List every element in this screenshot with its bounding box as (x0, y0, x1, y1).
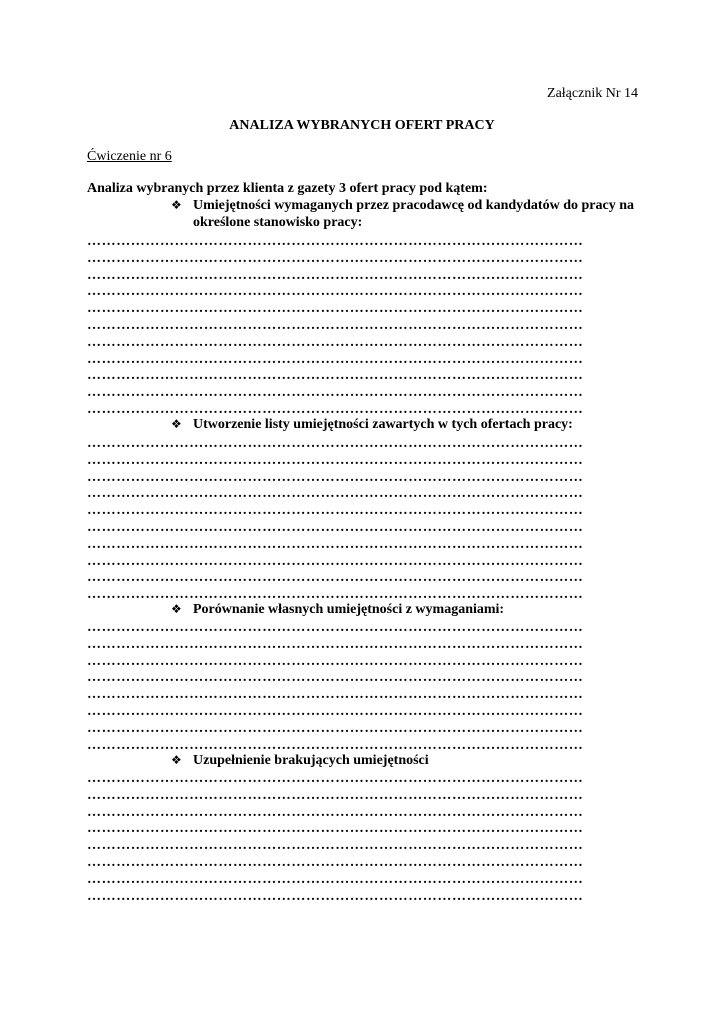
section-4-heading (171, 752, 653, 769)
answer-dot-line: ………………………………………………………………………………………… (87, 670, 584, 686)
answer-dot-line: ………………………………………………………………………………………… (87, 871, 584, 887)
answer-dot-line: ………………………………………………………………………………………… (87, 737, 584, 753)
answer-dot-line: ………………………………………………………………………………………… (87, 687, 584, 703)
answer-dot-line: ………………………………………………………………………………………… (87, 704, 584, 719)
answer-dot-line: ………………………………………………………………………………………… (87, 787, 584, 803)
answer-dot-line: ………………………………………………………………………………………… (87, 821, 584, 837)
answer-dot-line: ………………………………………………………………………………………… (87, 587, 584, 603)
answer-dot-line: ………………………………………………………………………………………… (87, 267, 584, 283)
answer-dot-line: ………………………………………………………………………………………… (87, 284, 584, 300)
bullet-diamond-icon: ❖ (171, 198, 182, 212)
answer-dot-line: ………………………………………………………………………………………… (87, 503, 584, 519)
answer-dot-line: ………………………………………………………………………………………… (87, 804, 584, 820)
exercise-label: Ćwiczenie nr 6 (87, 149, 172, 164)
answer-dot-line: ………………………………………………………………………………………… (87, 436, 584, 451)
section-2-heading (171, 416, 653, 433)
answer-dot-line: ………………………………………………………………………………………… (87, 368, 584, 384)
answer-dot-line: ………………………………………………………………………………………… (87, 234, 584, 249)
answer-dot-line: ………………………………………………………………………………………… (87, 318, 584, 333)
answer-dot-line: ………………………………………………………………………………………… (87, 385, 584, 401)
answer-dot-line: ………………………………………………………………………………………… (87, 334, 584, 350)
answer-dot-line: ………………………………………………………………………………………… (87, 452, 584, 468)
answer-dot-line: ………………………………………………………………………………………… (87, 620, 584, 635)
answer-dot-line: ………………………………………………………………………………………… (87, 469, 584, 485)
answer-dot-line: ………………………………………………………………………………………… (87, 855, 584, 870)
answer-dot-line: ………………………………………………………………………………………… (87, 351, 584, 367)
intro-text: Analiza wybranych przez klienta z gazety 3 ofert pracy pod kątem: (87, 181, 488, 196)
answer-dot-line: ………………………………………………………………………………………… (87, 888, 584, 904)
answer-dot-line: ………………………………………………………………………………………… (87, 838, 584, 854)
answer-dot-line: ………………………………………………………………………………………… (87, 653, 584, 669)
answer-dot-line: ………………………………………………………………………………………… (87, 553, 584, 569)
answer-dot-line: ………………………………………………………………………………………… (87, 486, 584, 502)
bullet-diamond-icon: ❖ (171, 602, 182, 616)
answer-dot-line: ………………………………………………………………………………………… (87, 520, 584, 535)
bullet-diamond-icon: ❖ (171, 417, 182, 431)
annex-label: Załącznik Nr 14 (547, 86, 638, 101)
answer-dot-line: ………………………………………………………………………………………… (87, 301, 584, 317)
section-1-text: Umiejętności wymaganych przez pracodawcę od kandydatów do pracy na określone stanowisko pracy: (193, 198, 634, 230)
section-1-heading (171, 197, 653, 231)
answer-dot-line: ………………………………………………………………………………………… (87, 720, 584, 736)
answer-dot-line: ………………………………………………………………………………………… (87, 402, 584, 417)
section-3-text: Porównanie własnych umiejętności z wymaganiami: (193, 602, 505, 617)
answer-dot-line: ………………………………………………………………………………………… (87, 636, 584, 652)
section-3-heading (171, 601, 653, 618)
document-title: ANALIZA WYBRANYCH OFERT PRACY (229, 118, 495, 133)
answer-dot-line: ………………………………………………………………………………………… (87, 536, 584, 552)
bullet-diamond-icon: ❖ (171, 753, 182, 767)
section-4-text: Uzupełnienie brakujących umiejętności (193, 753, 429, 768)
answer-dot-line: ………………………………………………………………………………………… (87, 771, 584, 786)
answer-dot-line: ………………………………………………………………………………………… (87, 570, 584, 586)
section-2-text: Utworzenie listy umiejętności zawartych w tych ofertach pracy: (193, 417, 573, 432)
answer-dot-line: ………………………………………………………………………………………… (87, 250, 584, 266)
